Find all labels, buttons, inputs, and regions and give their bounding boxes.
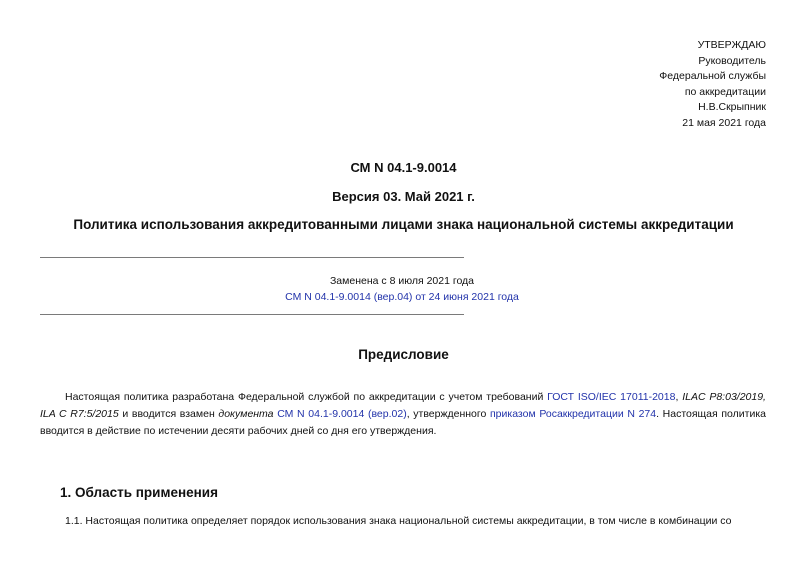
- divider-top: [40, 257, 464, 258]
- document-title: Политика использования аккредитованными лицами знака национальной системы аккредитации: [73, 217, 734, 232]
- replacement-link[interactable]: СМ N 04.1-9.0014 (вер.04) от 24 июня 2021 года: [285, 291, 519, 303]
- ilac-reference: ILAC P8:03/2019, ILA С R7:5/2015: [40, 391, 766, 420]
- approval-line: УТВЕРЖДАЮ: [697, 39, 766, 51]
- preface-paragraph: [40, 389, 766, 440]
- section-paragraph: 1.1. Настоящая политика определяет порядок использования знака национальной системы аккредитации, в том числе в комбинации со: [65, 515, 732, 527]
- approval-line: Н.В.Скрыпник: [698, 101, 766, 114]
- document-number: СМ N 04.1-9.0014: [350, 160, 457, 175]
- preface-heading: Предисловие: [358, 347, 449, 362]
- approval-line: Руководитель: [698, 54, 766, 67]
- gost-link[interactable]: ГОСТ ISO/IEC 17011-2018: [547, 391, 676, 403]
- preface-text: Настоящая политика разработана Федеральной службой по аккредитации с учетом требований: [65, 391, 544, 403]
- approval-line: Федеральной службы: [659, 70, 766, 83]
- preface-text: , утвержденного: [406, 408, 490, 420]
- replacement-link-line: [40, 291, 764, 303]
- order-link[interactable]: приказом Росаккредитации N 274: [489, 408, 657, 420]
- sm-document-link[interactable]: СМ N 04.1-9.0014 (вер.02): [277, 408, 407, 420]
- approval-line: по аккредитации: [684, 85, 766, 98]
- preface-text: ,: [675, 391, 683, 403]
- approval-date: 21 мая 2021 года: [682, 116, 766, 129]
- document-word: документа: [218, 408, 274, 420]
- document-version: Версия 03. Май 2021 г.: [332, 189, 475, 204]
- preface-text: . Настоящая политика вводится в действие по истечении десяти рабочих дней со дня его утверждения.: [40, 408, 766, 437]
- divider-bottom: [40, 314, 464, 315]
- preface-text: и вводится взамен: [118, 408, 219, 420]
- section-heading: 1. Область применения: [60, 485, 218, 500]
- replacement-notice: Заменена с 8 июля 2021 года: [329, 275, 475, 287]
- approval-block: [659, 38, 766, 132]
